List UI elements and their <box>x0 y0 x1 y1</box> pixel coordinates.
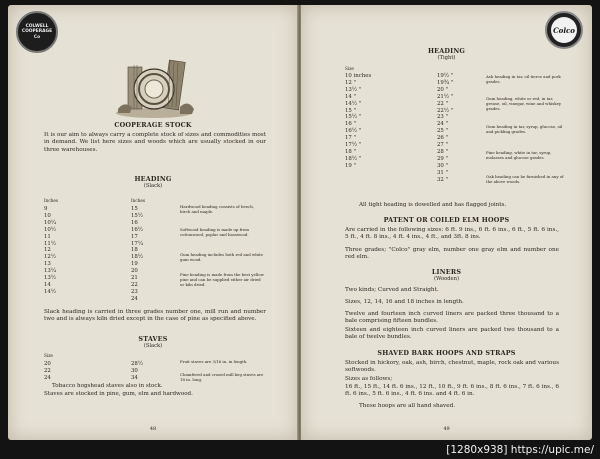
list-item: 12½ <box>44 254 57 261</box>
list-item: 18½ <box>131 254 144 261</box>
cooperage-stock-illustration <box>110 51 198 121</box>
list-item: 10¼ <box>44 219 57 226</box>
list-item: 17¼ <box>131 240 144 247</box>
list-item: 34 <box>131 374 138 381</box>
staves-col1 <box>44 361 51 382</box>
shaved-sizes: 16 ft., 15 ft., 14 ft. 6 ins., 12 ft., 10 ft., 9 ft. 6 ins., 8 ft. 6 ins., 7 ft. 6 ins., 6 ft. 6 ins., 5 ft. 6 ins., 4 ft. 6 ins. and 4 ft. 6 in. <box>345 384 559 398</box>
list-item: 31 " <box>437 169 449 176</box>
list-item: 12 " <box>345 79 357 86</box>
list-item: 18½ " <box>345 155 362 162</box>
heading-slack-title: HEADING <box>134 175 172 183</box>
list-item: 14 <box>44 281 51 288</box>
closing-line-2: Staves are stocked in pine, gum, elm and hardwood. <box>44 391 193 397</box>
list-item: 24 <box>131 295 138 302</box>
list-item: 13¼ <box>44 268 57 275</box>
list-item: 22 <box>131 281 138 288</box>
hoops-sizes: Are carried in the following sizes: 6 ft. 9 ins., 6 ft. 6 ins., 6 ft., 5 ft. 6 ins., 5 ft., 4 ft. 8 ins., 4 ft. 4 ins., 4 ft., and 3ft. 8 ins. <box>345 227 559 241</box>
list-item: 16 <box>131 219 138 226</box>
note-fruit-staves: Fruit staves are 3/16 in. in length. <box>180 359 248 364</box>
logo-line-1: COLWELL <box>25 24 49 30</box>
section-title: COOPERAGE STOCK <box>114 121 192 129</box>
dowelled-note: All tight heading is dowelled and has flagged joints. <box>359 202 507 208</box>
list-item: 14½ " <box>345 100 362 107</box>
staves-size-header: Size <box>44 353 53 358</box>
page-number-right: 49 <box>443 426 450 432</box>
list-item: 14½ <box>44 288 57 295</box>
shaved-note: These hoops are all hand shaved. <box>359 403 456 409</box>
list-item: 15 " <box>345 107 357 114</box>
note-pine: Pine heading is made from the best yellow pine and can be supplied either air dried or kiln dried. <box>180 272 264 287</box>
staves-col2 <box>131 361 143 382</box>
list-item: 17 <box>131 233 138 240</box>
list-item: 23 " <box>437 114 449 121</box>
liners-twelve-fourteen: Twelve and fourteen inch curved liners are packed three thousand to a bale comprising fifteen bundles. <box>345 311 559 325</box>
list-item: 21 <box>131 275 138 282</box>
list-item: 15 <box>131 206 138 212</box>
list-item: 10½ <box>44 226 57 233</box>
note-hardwood: Hardwood heading consists of beech, birch and maple. <box>180 204 254 214</box>
list-item: 15½ <box>131 212 144 219</box>
list-item: 20 " <box>437 86 449 93</box>
list-item: 11 <box>44 233 51 240</box>
liners-sixteen-eighteen: Sixteen and eighteen inch curved liners are packed two thousand to a bale of twelve bundles. <box>345 327 559 341</box>
list-item: 17 " <box>345 135 357 142</box>
list-item: 24 " <box>437 121 449 128</box>
colwell-cooperage-logo <box>16 11 58 53</box>
note-gum-syrup: Gum heading in tar, syrup, glucose, oil and pickling grades. <box>486 124 563 134</box>
note-oak: Oak heading can be furnished in any of the above woods. <box>486 174 564 184</box>
col1-header: Inches <box>44 198 59 203</box>
note-pine-tight: Pine heading, white in tar, syrup, molasses and glucose grades. <box>486 150 552 160</box>
tight-size-header: Size <box>345 66 354 71</box>
list-item: 16 " <box>345 121 357 128</box>
list-item: 28½ <box>131 361 144 367</box>
list-item: 30 " <box>437 162 449 169</box>
list-item: 13½ " <box>345 86 362 93</box>
list-item: 26 " <box>437 135 449 142</box>
list-item: 9 <box>44 206 48 212</box>
logo-line-2: COOPERAGE <box>21 29 53 35</box>
list-item: 11½ <box>44 240 57 247</box>
list-item: 13½ <box>44 275 57 282</box>
list-item: 18 <box>131 247 138 254</box>
list-item: 15½ " <box>345 114 362 121</box>
liners-subtitle: (Wooden) <box>433 276 459 282</box>
note-ash: Ash heading in tar, oil tierce and pork grades. <box>486 74 561 84</box>
list-item: 10 <box>44 212 51 219</box>
list-item: 13 <box>44 261 51 268</box>
list-item: 19 " <box>345 162 357 169</box>
hoops-grades: Three grades; "Colco" gray elm, number one gray elm and number one red elm. <box>345 247 559 261</box>
list-item: 32 " <box>437 176 449 183</box>
list-item: 27 " <box>437 142 449 149</box>
note-keg-staves: Chamfered and crozed mill keg staves are 18 in. long. <box>180 372 264 382</box>
right-page <box>301 5 592 440</box>
list-item: 29 " <box>437 155 449 162</box>
list-item: 30 <box>131 367 138 374</box>
shaved-title: SHAVED BARK HOOPS AND STRAPS <box>377 349 516 357</box>
list-item: 19 <box>131 261 138 268</box>
list-item: 25 " <box>437 128 449 135</box>
colco-logo <box>545 11 583 49</box>
hoops-title: PATENT OR COILED ELM HOOPS <box>383 216 510 224</box>
list-item: 10 inches <box>345 73 372 79</box>
heading-slack-col2 <box>131 206 143 303</box>
note-gum-white-red: Gum heading, white or red, in tar, grease, oil, vinegar, wine and whiskey grades. <box>486 96 562 111</box>
liners-sizes: Sizes, 12, 14, 16 and 18 inches in length. <box>345 299 464 305</box>
list-item: 16½ " <box>345 128 362 135</box>
list-item: 23 <box>131 288 138 295</box>
liners-title: LINERS <box>431 268 462 276</box>
staves-subtitle: (Slack) <box>143 343 163 349</box>
col2-header: Inches <box>131 198 146 203</box>
list-item: 20 <box>131 268 138 275</box>
list-item: 18 " <box>345 148 357 155</box>
list-item: 19½ " <box>437 73 454 79</box>
list-item: 22 <box>44 367 51 374</box>
note-gum: Gum heading includes both red and white gum wood. <box>180 252 263 262</box>
heading-tight-col2 <box>437 73 453 184</box>
list-item: 28 " <box>437 148 449 155</box>
closing-line-1: Tobacco hogshead staves also in stock. <box>52 383 163 389</box>
liners-kinds: Two kinds; Curved and Straight. <box>345 287 439 293</box>
list-item: 16½ <box>131 226 144 233</box>
list-item: 14 " <box>345 93 357 100</box>
list-item: 24 <box>44 374 51 381</box>
note-softwood: Softwood heading is made up from cottonwood, poplar and basswood. <box>180 227 249 237</box>
colco-logo-text: Colco <box>551 17 577 43</box>
list-item: 17½ " <box>345 142 362 149</box>
heading-slack-subtitle: (Slack) <box>143 183 163 189</box>
heading-tight-subtitle: (Tight) <box>437 55 456 61</box>
left-page <box>8 5 298 440</box>
logo-line-3: Co <box>33 34 41 40</box>
list-item: 21½ " <box>437 93 454 100</box>
heading-tight-title: HEADING <box>427 47 466 55</box>
slack-heading-note: Slack heading is carried in three grades number one, mill run and number two and is always kiln dried except in the case of pine as specified above. <box>44 309 266 323</box>
shaved-woods: Stocked in hickory, oak, ash, birch, chestnut, maple, rock oak and various softwoods. <box>345 360 559 374</box>
list-item: 22½ " <box>437 107 454 114</box>
list-item: 12 <box>44 247 51 254</box>
page-number-left: 48 <box>149 426 157 432</box>
list-item: 19¾ " <box>437 79 454 86</box>
list-item: 22 " <box>437 100 449 107</box>
image-credit: [1280x938] https://upic.me/ <box>446 444 594 456</box>
shaved-sizes-label: Sizes as follows; <box>345 376 393 382</box>
intro-paragraph: It is our aim to always carry a complete stock of sizes and commodities most in demand. We list here sizes and woods which are usually stocked in our three warehouses. <box>44 132 266 153</box>
list-item: 20 <box>44 361 51 367</box>
heading-slack-col1 <box>44 206 56 296</box>
heading-tight-col1 <box>345 73 371 170</box>
staves-title: STAVES <box>138 335 168 343</box>
